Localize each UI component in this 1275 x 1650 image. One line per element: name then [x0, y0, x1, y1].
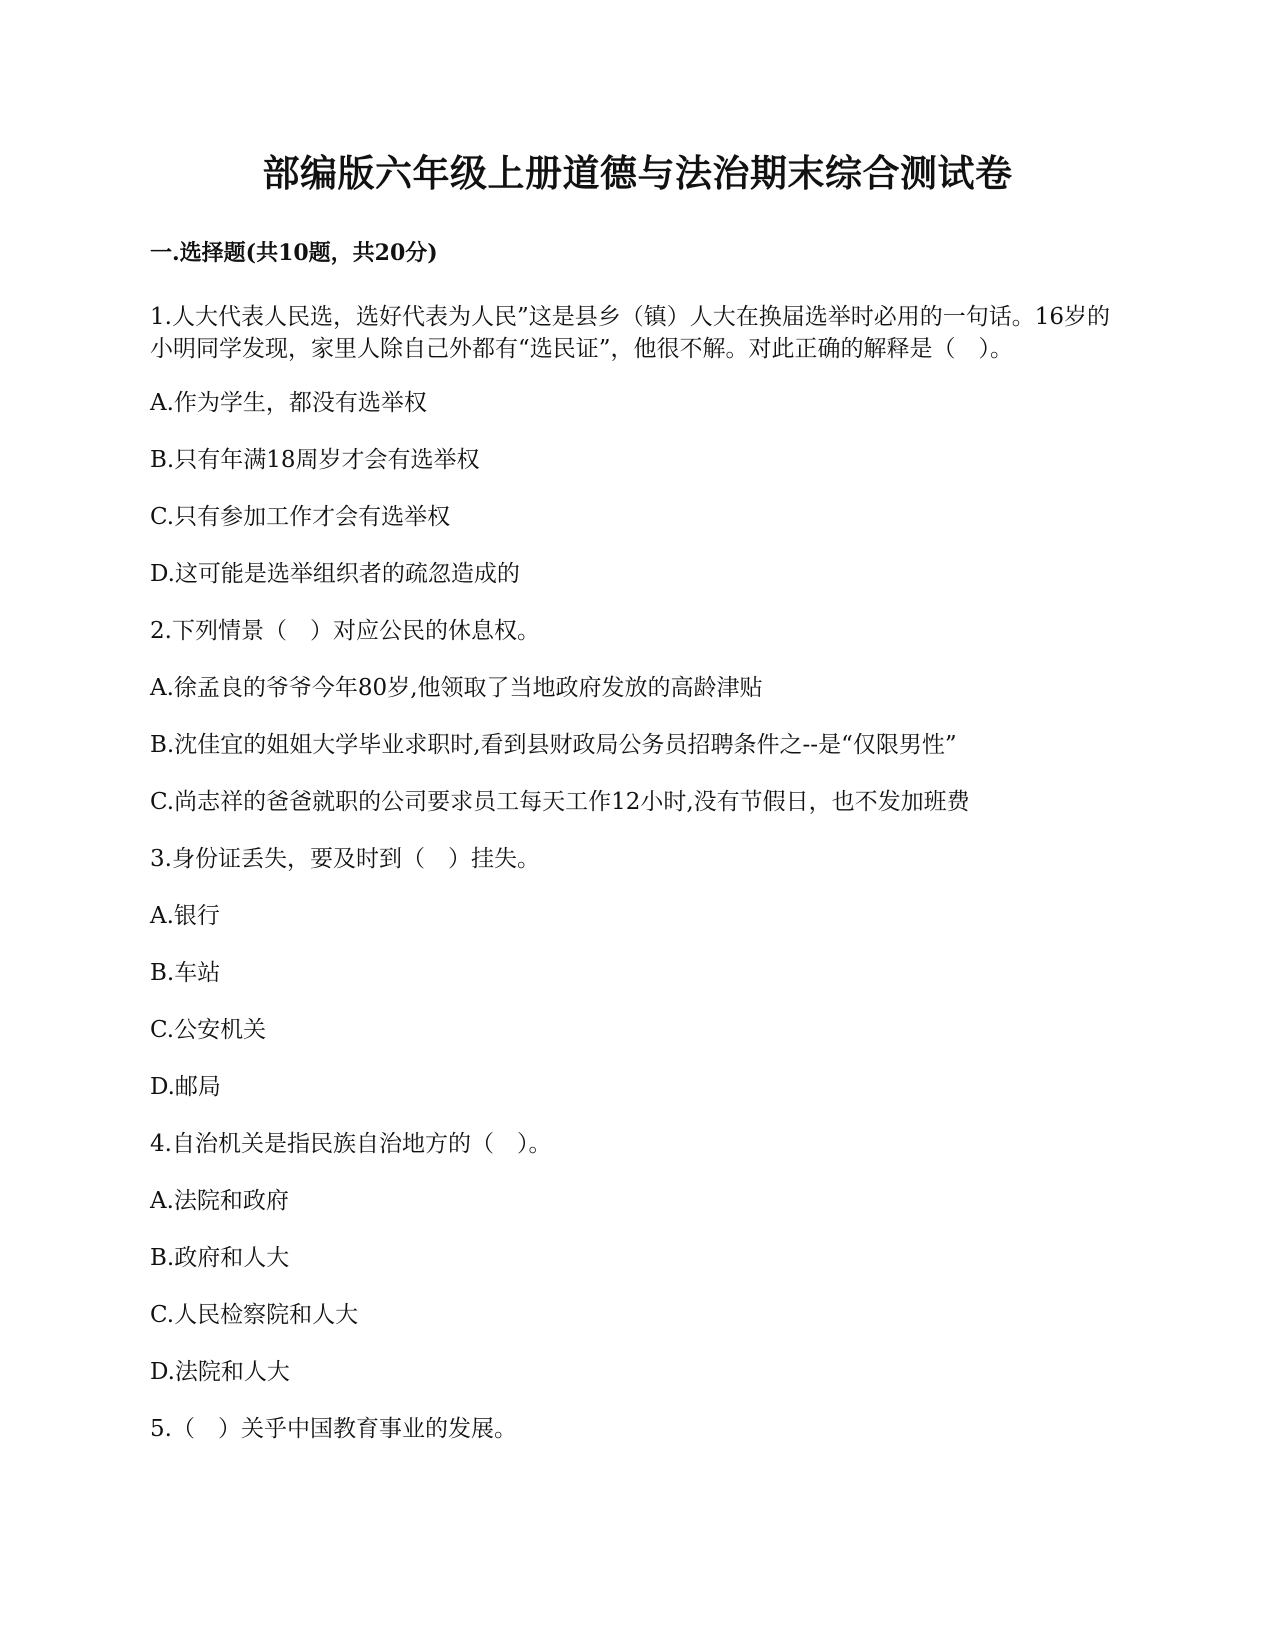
question-4-option-c: C.人民检察院和人大: [150, 1302, 359, 1328]
question-4-option-d: D.法院和人大: [150, 1359, 290, 1385]
question-4-stem: 4.自治机关是指民族自治地方的（ ）。: [150, 1131, 552, 1157]
question-3-option-d: D.邮局: [150, 1074, 221, 1100]
question-2-stem: 2.下列情景（ ）对应公民的休息权。: [150, 618, 540, 644]
question-2-option-a: A.徐孟良的爷爷今年80岁,他领取了当地政府发放的高龄津贴: [150, 675, 763, 701]
question-3-stem: 3.身份证丢失，要及时到（ ）挂失。: [150, 846, 540, 872]
question-1-option-a: A.作为学生，都没有选举权: [150, 390, 427, 416]
question-1-option-d: D.这可能是选举组织者的疏忽造成的: [150, 561, 520, 587]
question-4-option-a: A.法院和政府: [150, 1188, 289, 1214]
question-1-option-b: B.只有年满18周岁才会有选举权: [150, 447, 480, 473]
question-list: [150, 301, 1110, 1470]
question-1-stem: 1.人大代表人民选，选好代表为人民”这是县乡（镇）人大在换届选举时必用的一句话。16岁的小明同学发现，家里人除自己外都有“选民证”，他很不解。对此正确的解释是（ ）。: [150, 304, 1110, 362]
question-5-stem: 5.（ ）关乎中国教育事业的发展。: [150, 1416, 517, 1442]
question-3-option-c: C.公安机关: [150, 1017, 267, 1043]
page-title: 部编版六年级上册道德与法治期末综合测试卷: [262, 151, 1013, 195]
question-3-option-b: B.车站: [150, 960, 221, 986]
question-3-option-a: A.银行: [150, 903, 220, 929]
question-4-option-b: B.政府和人大: [150, 1245, 290, 1271]
question-2-option-b: B.沈佳宜的姐姐大学毕业求职时,看到县财政局公务员招聘条件之--是“仅限男性”: [150, 732, 957, 758]
question-1-option-c: C.只有参加工作才会有选举权: [150, 504, 451, 530]
section-heading: 一.选择题(共10题，共20分): [150, 240, 438, 266]
question-2-option-c: C.尚志祥的爸爸就职的公司要求员工每天工作12小时,没有节假日，也不发加班费: [150, 789, 970, 815]
